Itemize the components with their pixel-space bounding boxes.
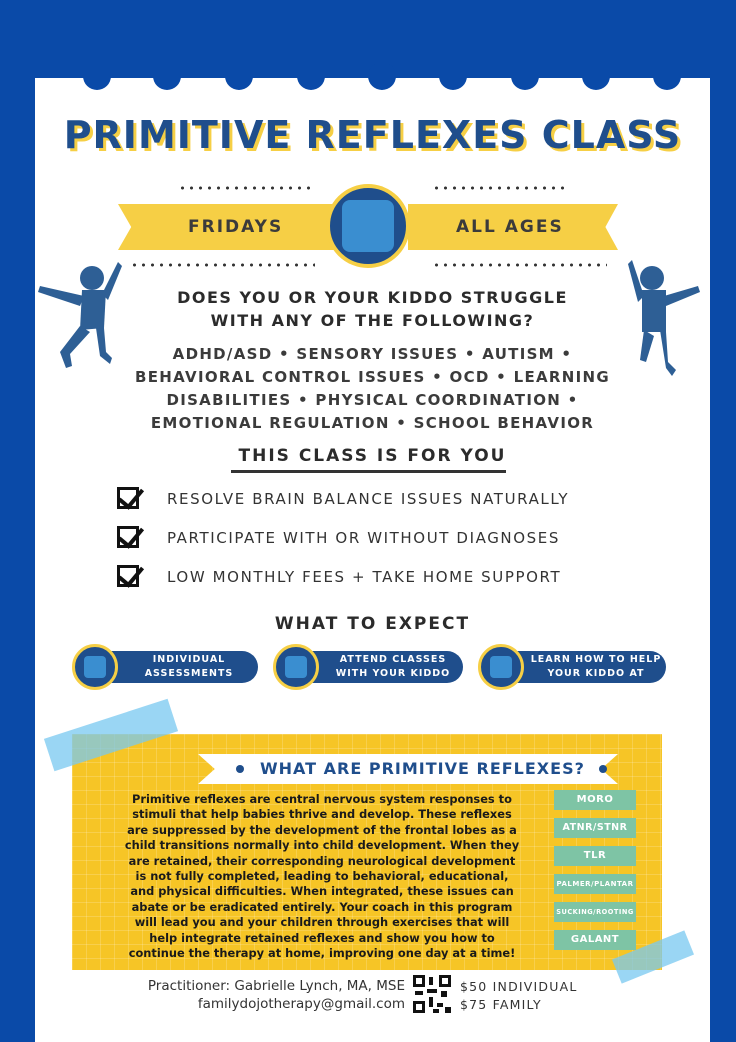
dotted-divider — [432, 263, 607, 267]
dotted-divider — [130, 263, 315, 267]
heading-underline — [231, 470, 506, 473]
issues-list: ADHD/ASD • SENSORY ISSUES • AUTISM • BEHAVIORAL CONTROL ISSUES • OCD • LEARNING DISABILITIES • PHYSICAL COORDINATION • EMOTIONAL REGULATION • SCHOOL BEHAVIOR — [135, 345, 610, 432]
pricing — [460, 978, 578, 1014]
contact-info — [100, 977, 405, 1013]
reflex-chip: PALMER/PLANTAR — [554, 874, 636, 894]
price-family: $75 FAMILY — [460, 997, 542, 1012]
banner-dot — [599, 765, 607, 773]
page-title: PRIMITIVE REFLEXES CLASS — [63, 113, 682, 157]
price-individual: $50 INDIVIDUAL — [460, 979, 578, 994]
reflexes-heading: WHAT ARE PRIMITIVE REFLEXES? — [260, 759, 585, 778]
all-ages-label: ALL AGES — [456, 217, 564, 237]
banner-dot — [236, 765, 244, 773]
reflex-chip: TLR — [554, 846, 636, 866]
dotted-divider — [432, 186, 570, 190]
qr-code-icon[interactable] — [413, 975, 451, 1013]
fridays-label: FRIDAYS — [188, 217, 284, 237]
reflex-chip: ATNR/STNR — [554, 818, 636, 838]
email-link[interactable]: familydojotherapy@gmail.com — [197, 996, 405, 1012]
reflex-chip: GALANT — [554, 930, 636, 950]
hands-logo-icon — [273, 644, 319, 690]
notebook-holes — [35, 62, 710, 86]
struggle-question: DOES YOU OR YOUR KIDDO STRUGGLE WITH ANY OF THE FOLLOWING? — [177, 288, 568, 330]
hands-logo-icon — [326, 184, 410, 268]
practitioner-name: Practitioner: Gabrielle Lynch, MA, MSE — [147, 978, 405, 994]
reflex-chip: SUCKING/ROOTING — [554, 902, 636, 922]
expect-item-home: LEARN HOW TO HELP YOUR KIDDO AT HOME — [478, 644, 666, 690]
hands-logo-icon — [72, 644, 118, 690]
dotted-divider — [178, 186, 316, 190]
for-you-heading: THIS CLASS IS FOR YOU — [238, 446, 507, 466]
expect-heading: WHAT TO EXPECT — [274, 614, 471, 634]
checkbox-icon — [117, 526, 139, 548]
hands-logo-icon — [478, 644, 524, 690]
expect-item-assessments: INDIVIDUAL ASSESSMENTS — [72, 644, 258, 690]
reflex-chip: MORO — [554, 790, 636, 810]
checkbox-icon — [117, 487, 139, 509]
checkbox-icon — [117, 565, 139, 587]
expect-item-classes: ATTEND CLASSES WITH YOUR KIDDO — [273, 644, 463, 690]
reflexes-description: Primitive reflexes are central nervous system responses to stimuli that help babies thrive and develop. These reflexes are suppressed by the development of the frontal lobes as a child transitions normally into child development. When they are retained, their corresponding neurological development is not fully completed, leading to behavioral, educational, and physical difficulties. When integrated, these issues can abate or be eradicated entirely. Your coach in this program will lead you and your children through exercises that will help integrate retained reflexes and show you how to continue the therapy at home, improving one day at a time! — [124, 792, 520, 961]
